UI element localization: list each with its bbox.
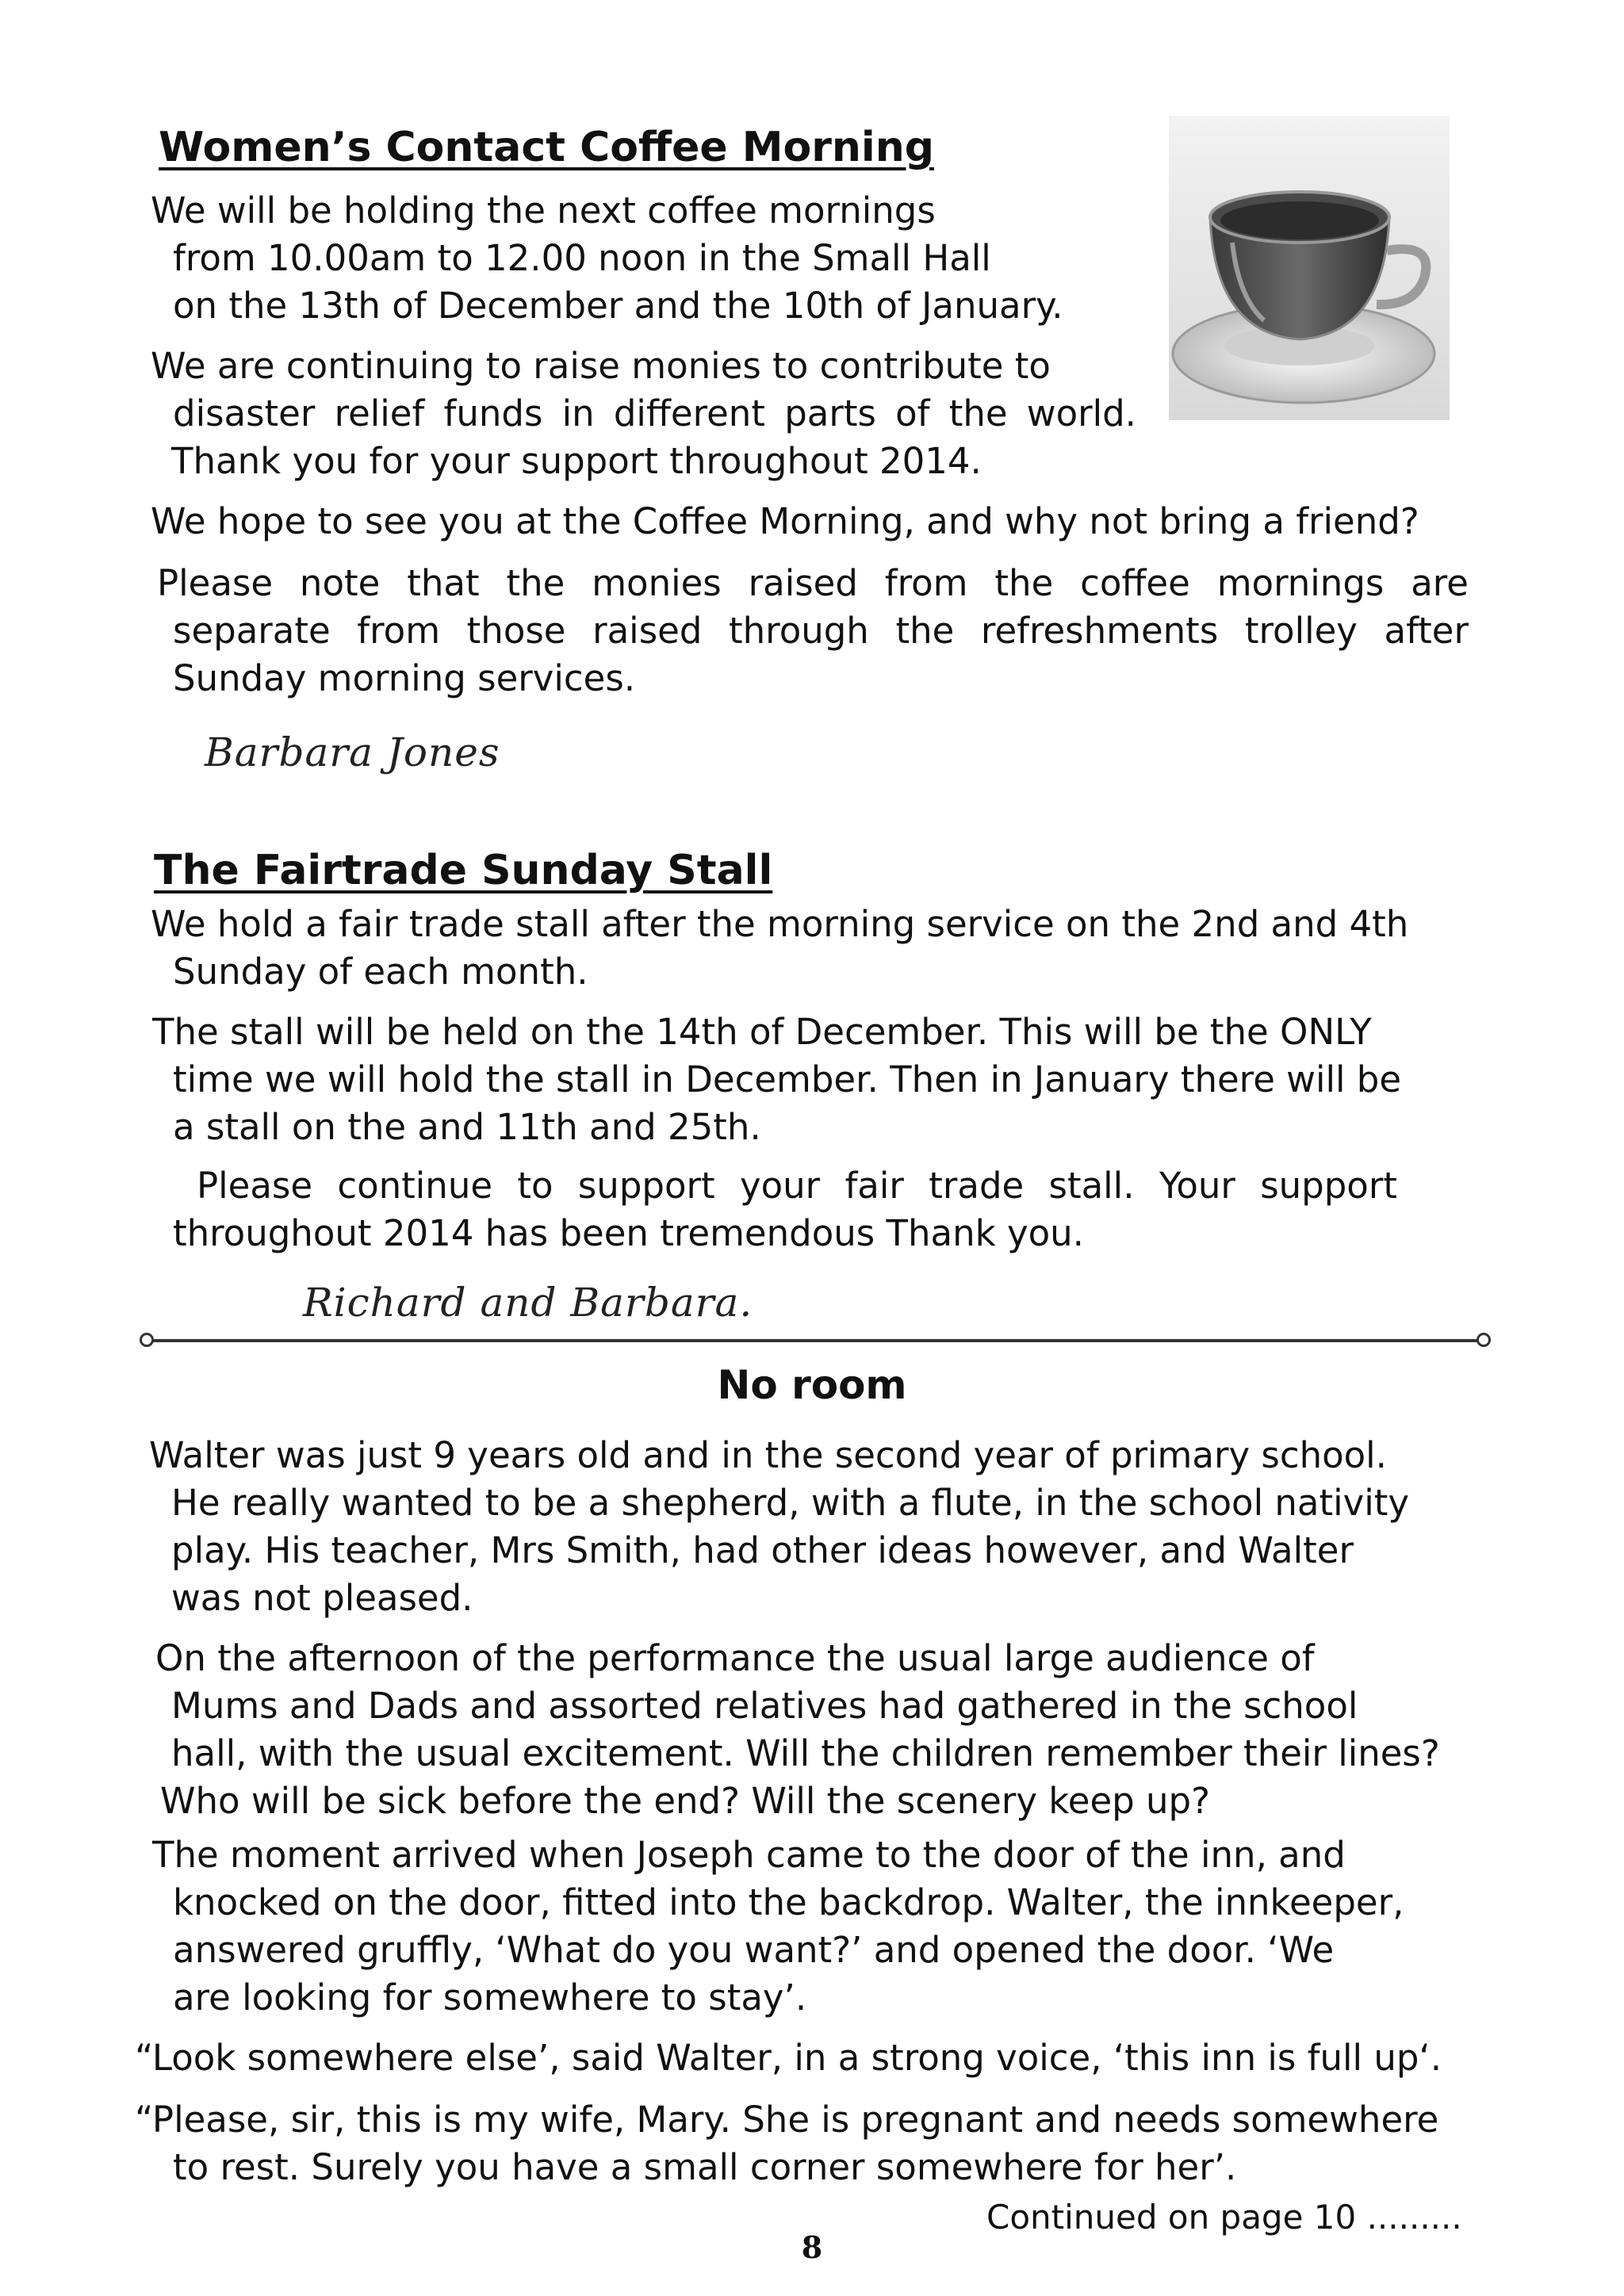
text-line: Please continue to support your fair trade stall. Your support: [197, 1165, 1397, 1207]
text-line: We will be holding the next coffee mornings: [151, 189, 936, 232]
text-line: Please note that the monies raised from the coffee mornings are: [157, 562, 1469, 604]
divider-end-dot: [140, 1333, 154, 1347]
text-line: answered gruffly, ‘What do you want?’ and opened the door. ‘We: [173, 1929, 1335, 1971]
coffee-paragraph-3: We hope to see you at the Coffee Morning, and why not bring a friend?: [151, 500, 1419, 542]
story-paragraph-1: [149, 1432, 1409, 1622]
text-line: disaster relief funds in different parts of the world.: [173, 392, 1136, 434]
text-line: play. His teacher, Mrs Smith, had other ideas however, and Walter: [171, 1529, 1354, 1571]
coffee-paragraph-4: [157, 560, 1469, 702]
fairtrade-paragraph-2: [152, 1008, 1401, 1151]
text-line: The stall will be held on the 14th of December. This will be the ONLY: [152, 1011, 1372, 1053]
text-line: on the 13th of December and the 10th of January.: [173, 285, 1063, 327]
text-line: hall, with the usual excitement. Will the children remember their lines?: [171, 1732, 1440, 1774]
text-line: knocked on the door, fitted into the backdrop. Walter, the innkeeper,: [173, 1881, 1404, 1923]
teacup-image: [1169, 116, 1450, 420]
divider-end-dot: [1477, 1333, 1491, 1347]
text-line: “Please, sir, this is my wife, Mary. She is pregnant and needs somewhere: [135, 2099, 1439, 2141]
text-line: Thank you for your support throughout 2014.: [171, 440, 982, 482]
story-paragraph-3: [152, 1831, 1404, 2022]
continued-note: Continued on page 10 .........: [986, 2198, 1462, 2237]
text-line: to rest. Surely you have a small corner somewhere for her’.: [173, 2146, 1237, 2188]
story-paragraph-2: [155, 1635, 1440, 1825]
fairtrade-paragraph-3: [173, 1162, 1397, 1257]
text-line: separate from those raised through the refreshments trolley after: [173, 610, 1469, 652]
text-line: Sunday morning services.: [173, 657, 636, 699]
text-line: Sunday of each month.: [173, 951, 588, 993]
text-line: Walter was just 9 years old and in the second year of primary school.: [149, 1434, 1387, 1476]
text-line: Mums and Dads and assorted relatives had gathered in the school: [171, 1685, 1358, 1727]
text-line: We are continuing to raise monies to contribute to: [151, 345, 1051, 387]
signature-barbara-jones: Barbara Jones: [205, 729, 500, 775]
text-line: a stall on the and 11th and 25th.: [173, 1106, 761, 1148]
page-number: 8: [801, 2229, 823, 2265]
text-line: On the afternoon of the performance the usual large audience of: [155, 1637, 1315, 1679]
fairtrade-paragraph-1: [151, 901, 1408, 996]
story-title: No room: [717, 1362, 907, 1408]
text-line: Who will be sick before the end? Will the scenery keep up?: [160, 1780, 1210, 1822]
text-line: He really wanted to be a shepherd, with a flute, in the school nativity: [171, 1482, 1410, 1524]
section-divider: [147, 1339, 1484, 1342]
coffee-paragraph-1: [151, 187, 1063, 330]
fairtrade-title: The Fairtrade Sunday Stall: [154, 847, 773, 894]
text-line: The moment arrived when Joseph came to the door of the inn, and: [152, 1834, 1346, 1876]
text-line: was not pleased.: [171, 1577, 473, 1619]
text-line: time we will hold the stall in December. Then in January there will be: [173, 1058, 1402, 1100]
text-line: from 10.00am to 12.00 noon in the Small Hall: [173, 237, 991, 279]
text-line: throughout 2014 has been tremendous Thank you.: [173, 1212, 1084, 1254]
coffee-morning-title: Women’s Contact Coffee Morning: [159, 124, 934, 171]
text-line: We hold a fair trade stall after the morning service on the 2nd and 4th: [151, 903, 1409, 945]
signature-richard-and-barbara: Richard and Barbara.: [303, 1280, 753, 1326]
story-paragraph-5: [135, 2096, 1438, 2191]
text-line: are looking for somewhere to stay’.: [173, 1976, 807, 2019]
coffee-paragraph-2: [151, 342, 1136, 485]
story-paragraph-4: “Look somewhere else’, said Walter, in a strong voice, ‘this inn is full up‘.: [135, 2037, 1442, 2079]
